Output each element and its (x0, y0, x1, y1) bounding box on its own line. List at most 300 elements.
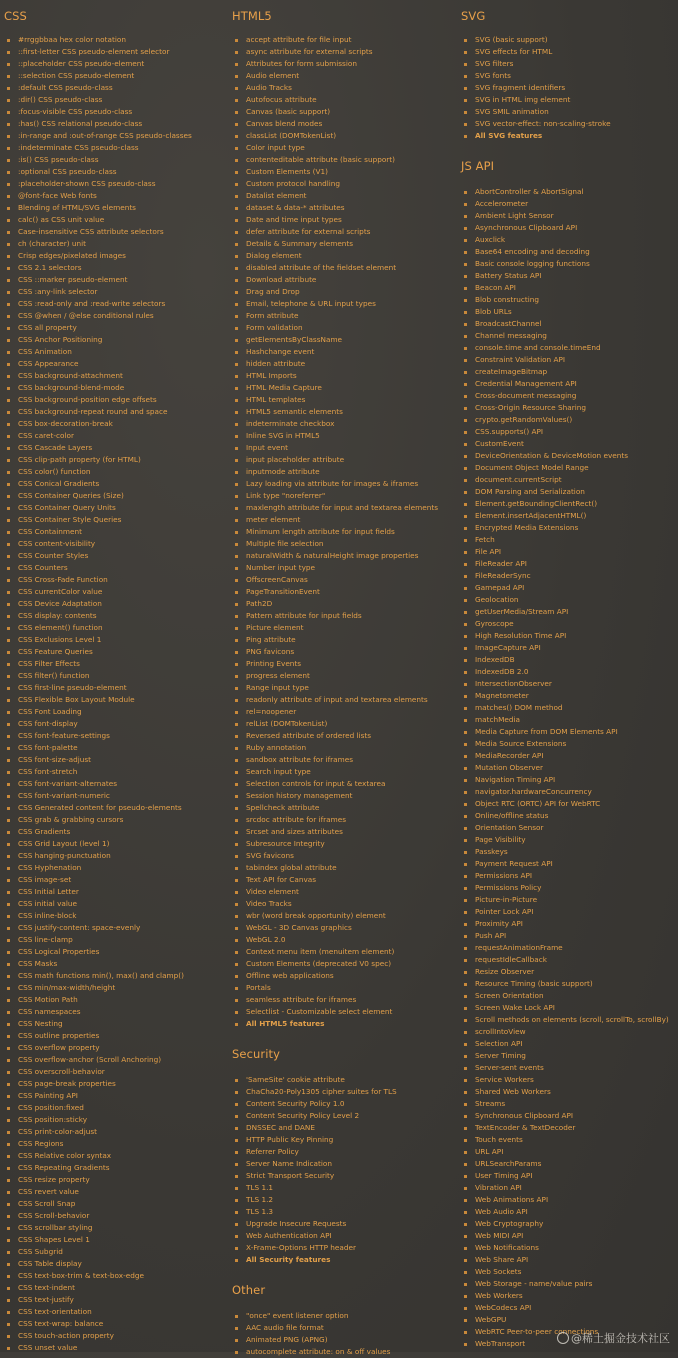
feature-link[interactable]: Resource Timing (basic support) (461, 978, 678, 990)
feature-link[interactable]: Details & Summary elements (232, 238, 456, 250)
feature-link[interactable]: CSS image-set (4, 874, 228, 886)
feature-link[interactable]: MediaRecorder API (461, 750, 678, 762)
feature-link[interactable]: CSS outline properties (4, 1030, 228, 1042)
feature-link[interactable]: IntersectionObserver (461, 678, 678, 690)
feature-link[interactable]: navigator.hardwareConcurrency (461, 786, 678, 798)
feature-link[interactable]: Server Name Indication (232, 1158, 456, 1170)
feature-link[interactable]: OffscreenCanvas (232, 574, 456, 586)
feature-link[interactable]: CSS Regions (4, 1138, 228, 1150)
feature-link[interactable]: File API (461, 546, 678, 558)
feature-link[interactable]: CSS Animation (4, 346, 228, 358)
feature-link[interactable]: CSS box-decoration-break (4, 418, 228, 430)
feature-link[interactable]: Picture element (232, 622, 456, 634)
feature-link[interactable]: Scroll methods on elements (scroll, scrollTo, scrollBy) (461, 1014, 678, 1026)
feature-link[interactable]: Synchronous Clipboard API (461, 1110, 678, 1122)
feature-link[interactable]: Media Source Extensions (461, 738, 678, 750)
feature-link[interactable]: CSS :read-only and :read-write selectors (4, 298, 228, 310)
feature-link[interactable]: Selection API (461, 1038, 678, 1050)
feature-link[interactable]: CSS Scroll-behavior (4, 1210, 228, 1222)
feature-link[interactable]: Dialog element (232, 250, 456, 262)
feature-link[interactable]: Gyroscope (461, 618, 678, 630)
feature-link[interactable]: Web Workers (461, 1290, 678, 1302)
feature-link[interactable]: Context menu item (menuitem element) (232, 946, 456, 958)
feature-link[interactable]: CSS Subgrid (4, 1246, 228, 1258)
feature-link[interactable]: SVG vector-effect: non-scaling-stroke (461, 118, 678, 130)
feature-link[interactable]: CSS unset value (4, 1342, 228, 1354)
feature-link[interactable]: :default CSS pseudo-class (4, 82, 228, 94)
feature-link[interactable]: WebGL - 3D Canvas graphics (232, 922, 456, 934)
feature-link[interactable]: indeterminate checkbox (232, 418, 456, 430)
feature-link[interactable]: WebRTC Peer-to-peer connections (461, 1326, 678, 1338)
feature-link[interactable]: URLSearchParams (461, 1158, 678, 1170)
feature-link[interactable]: Screen Orientation (461, 990, 678, 1002)
feature-link[interactable]: Auxclick (461, 234, 678, 246)
feature-link[interactable]: Web Notifications (461, 1242, 678, 1254)
feature-link[interactable]: Online/offline status (461, 810, 678, 822)
feature-link[interactable]: sandbox attribute for iframes (232, 754, 456, 766)
feature-link[interactable]: Constraint Validation API (461, 354, 678, 366)
feature-link[interactable]: :placeholder-shown CSS pseudo-class (4, 178, 228, 190)
feature-link[interactable]: ChaCha20-Poly1305 cipher suites for TLS (232, 1086, 456, 1098)
feature-link[interactable]: Animated PNG (APNG) (232, 1334, 456, 1346)
feature-link[interactable]: Date and time input types (232, 214, 456, 226)
feature-link[interactable]: CSS position:sticky (4, 1114, 228, 1126)
feature-link[interactable]: CSS Grid Layout (level 1) (4, 838, 228, 850)
feature-link[interactable]: CSS page-break properties (4, 1078, 228, 1090)
feature-link[interactable]: :has() CSS relational pseudo-class (4, 118, 228, 130)
feature-link[interactable]: ::first-letter CSS pseudo-element selector (4, 46, 228, 58)
feature-link[interactable]: WebTransport (461, 1338, 678, 1350)
feature-link[interactable]: DOM Parsing and Serialization (461, 486, 678, 498)
feature-link[interactable]: FileReaderSync (461, 570, 678, 582)
feature-link[interactable]: ch (character) unit (4, 238, 228, 250)
feature-link[interactable]: Base64 encoding and decoding (461, 246, 678, 258)
feature-link[interactable]: Web Audio API (461, 1206, 678, 1218)
feature-link[interactable]: CSS overflow-anchor (Scroll Anchoring) (4, 1054, 228, 1066)
feature-link[interactable]: CSS Device Adaptation (4, 598, 228, 610)
feature-link[interactable]: "once" event listener option (232, 1310, 456, 1322)
feature-link[interactable]: contenteditable attribute (basic support) (232, 154, 456, 166)
feature-link[interactable]: CSS ::marker pseudo-element (4, 274, 228, 286)
feature-link[interactable]: CSS :any-link selector (4, 286, 228, 298)
feature-link[interactable]: CSS background-position edge offsets (4, 394, 228, 406)
feature-link[interactable]: CSS revert value (4, 1186, 228, 1198)
feature-link[interactable]: :in-range and :out-of-range CSS pseudo-classes (4, 130, 228, 142)
feature-link[interactable]: input placeholder attribute (232, 454, 456, 466)
feature-link[interactable]: Custom protocol handling (232, 178, 456, 190)
feature-link[interactable]: CSS Counter Styles (4, 550, 228, 562)
feature-link[interactable]: DNSSEC and DANE (232, 1122, 456, 1134)
feature-link[interactable]: Mutation Observer (461, 762, 678, 774)
feature-link[interactable]: Accelerometer (461, 198, 678, 210)
feature-link[interactable]: rel=noopener (232, 706, 456, 718)
feature-link[interactable]: TLS 1.3 (232, 1206, 456, 1218)
feature-link[interactable]: Download attribute (232, 274, 456, 286)
feature-link[interactable]: CSS font-variant-numeric (4, 790, 228, 802)
feature-link[interactable]: Form attribute (232, 310, 456, 322)
feature-link[interactable]: createImageBitmap (461, 366, 678, 378)
feature-link[interactable]: CSS font-variant-alternates (4, 778, 228, 790)
feature-link[interactable]: URL API (461, 1146, 678, 1158)
feature-link[interactable]: Payment Request API (461, 858, 678, 870)
feature-link[interactable]: HTML5 semantic elements (232, 406, 456, 418)
feature-link[interactable]: CSS first-line pseudo-element (4, 682, 228, 694)
feature-link[interactable]: CSS grab & grabbing cursors (4, 814, 228, 826)
feature-link[interactable]: Srcset and sizes attributes (232, 826, 456, 838)
feature-link[interactable]: CSS namespaces (4, 1006, 228, 1018)
feature-link[interactable]: Cross-document messaging (461, 390, 678, 402)
feature-link[interactable]: maxlength attribute for input and textarea elements (232, 502, 456, 514)
feature-link[interactable]: CSS background-attachment (4, 370, 228, 382)
feature-link[interactable]: meter element (232, 514, 456, 526)
feature-link[interactable]: HTML Media Capture (232, 382, 456, 394)
feature-link[interactable]: Screen Wake Lock API (461, 1002, 678, 1014)
feature-link[interactable]: CSS color() function (4, 466, 228, 478)
feature-link[interactable]: PNG favicons (232, 646, 456, 658)
feature-link[interactable]: Geolocation (461, 594, 678, 606)
feature-link[interactable]: CSS Masks (4, 958, 228, 970)
feature-link[interactable]: Vibration API (461, 1182, 678, 1194)
feature-link[interactable]: CSS justify-content: space-evenly (4, 922, 228, 934)
feature-link[interactable]: ::placeholder CSS pseudo-element (4, 58, 228, 70)
feature-link[interactable]: Picture-in-Picture (461, 894, 678, 906)
feature-link[interactable]: Asynchronous Clipboard API (461, 222, 678, 234)
feature-link[interactable]: AAC audio file format (232, 1322, 456, 1334)
feature-link[interactable]: Element.insertAdjacentHTML() (461, 510, 678, 522)
feature-link[interactable]: CSS font-stretch (4, 766, 228, 778)
feature-link[interactable]: Magnetometer (461, 690, 678, 702)
feature-link[interactable]: document.currentScript (461, 474, 678, 486)
feature-link[interactable]: SVG (basic support) (461, 34, 678, 46)
feature-link[interactable]: Shared Web Workers (461, 1086, 678, 1098)
feature-link[interactable]: Attributes for form submission (232, 58, 456, 70)
feature-link[interactable]: CSS font-display (4, 718, 228, 730)
feature-link[interactable]: Battery Status API (461, 270, 678, 282)
feature-link[interactable]: WebCodecs API (461, 1302, 678, 1314)
feature-link[interactable]: CSS text-justify (4, 1294, 228, 1306)
feature-link[interactable]: CSS currentColor value (4, 586, 228, 598)
feature-link[interactable]: Service Workers (461, 1074, 678, 1086)
feature-link[interactable]: getElementsByClassName (232, 334, 456, 346)
feature-link[interactable]: CSS Container Queries (Size) (4, 490, 228, 502)
feature-link[interactable]: crypto.getRandomValues() (461, 414, 678, 426)
feature-link[interactable]: calc() as CSS unit value (4, 214, 228, 226)
feature-link[interactable]: All Security features (232, 1254, 456, 1266)
feature-link[interactable]: hidden attribute (232, 358, 456, 370)
feature-link[interactable]: Page Visibility (461, 834, 678, 846)
feature-link[interactable]: SVG in HTML img element (461, 94, 678, 106)
feature-link[interactable]: CSS text-wrap: balance (4, 1318, 228, 1330)
feature-link[interactable]: CSS filter() function (4, 670, 228, 682)
feature-link[interactable]: CSS text-orientation (4, 1306, 228, 1318)
feature-link[interactable]: autocomplete attribute: on & off values (232, 1346, 456, 1358)
feature-link[interactable]: SVG filters (461, 58, 678, 70)
feature-link[interactable]: @font-face Web fonts (4, 190, 228, 202)
feature-link[interactable]: CSS Relative color syntax (4, 1150, 228, 1162)
feature-link[interactable]: Ping attribute (232, 634, 456, 646)
feature-link[interactable]: PageTransitionEvent (232, 586, 456, 598)
feature-link[interactable]: CSS font-feature-settings (4, 730, 228, 742)
feature-link[interactable]: CSS Scroll Snap (4, 1198, 228, 1210)
feature-link[interactable]: Streams (461, 1098, 678, 1110)
feature-link[interactable]: CSS Generated content for pseudo-elements (4, 802, 228, 814)
feature-link[interactable]: Web Share API (461, 1254, 678, 1266)
feature-link[interactable]: CSS Anchor Positioning (4, 334, 228, 346)
feature-link[interactable]: User Timing API (461, 1170, 678, 1182)
feature-link[interactable]: SVG SMIL animation (461, 106, 678, 118)
feature-link[interactable]: CSS Exclusions Level 1 (4, 634, 228, 646)
feature-link[interactable]: CSS Repeating Gradients (4, 1162, 228, 1174)
feature-link[interactable]: SVG fonts (461, 70, 678, 82)
feature-link[interactable]: Subresource Integrity (232, 838, 456, 850)
feature-link[interactable]: CSS Logical Properties (4, 946, 228, 958)
feature-link[interactable]: CSS Cascade Layers (4, 442, 228, 454)
feature-link[interactable]: Spellcheck attribute (232, 802, 456, 814)
feature-link[interactable]: CSS text-box-trim & text-box-edge (4, 1270, 228, 1282)
feature-link[interactable]: Orientation Sensor (461, 822, 678, 834)
feature-link[interactable]: 'SameSite' cookie attribute (232, 1074, 456, 1086)
feature-link[interactable]: CSS all property (4, 322, 228, 334)
feature-link[interactable]: CSS Painting API (4, 1090, 228, 1102)
feature-link[interactable]: CSS background-repeat round and space (4, 406, 228, 418)
feature-link[interactable]: Audio element (232, 70, 456, 82)
feature-link[interactable]: srcdoc attribute for iframes (232, 814, 456, 826)
feature-link[interactable]: CSS Gradients (4, 826, 228, 838)
feature-link[interactable]: Range input type (232, 682, 456, 694)
feature-link[interactable]: CSS.supports() API (461, 426, 678, 438)
feature-link[interactable]: Video Tracks (232, 898, 456, 910)
feature-link[interactable]: Multiple file selection (232, 538, 456, 550)
feature-link[interactable]: Web MIDI API (461, 1230, 678, 1242)
feature-link[interactable]: Email, telephone & URL input types (232, 298, 456, 310)
feature-link[interactable]: Blending of HTML/SVG elements (4, 202, 228, 214)
feature-link[interactable]: Blob URLs (461, 306, 678, 318)
feature-link[interactable]: Object RTC (ORTC) API for WebRTC (461, 798, 678, 810)
feature-link[interactable]: Offline web applications (232, 970, 456, 982)
feature-link[interactable]: Content Security Policy 1.0 (232, 1098, 456, 1110)
feature-link[interactable]: getUserMedia/Stream API (461, 606, 678, 618)
feature-link[interactable]: Lazy loading via attribute for images & iframes (232, 478, 456, 490)
feature-link[interactable]: Inline SVG in HTML5 (232, 430, 456, 442)
feature-link[interactable]: Search input type (232, 766, 456, 778)
feature-link[interactable]: IndexedDB 2.0 (461, 666, 678, 678)
feature-link[interactable]: Web Cryptography (461, 1218, 678, 1230)
feature-link[interactable]: CustomEvent (461, 438, 678, 450)
feature-link[interactable]: tabindex global attribute (232, 862, 456, 874)
feature-link[interactable]: CSS Feature Queries (4, 646, 228, 658)
feature-link[interactable]: Custom Elements (V1) (232, 166, 456, 178)
feature-link[interactable]: Permissions Policy (461, 882, 678, 894)
feature-link[interactable]: Web Authentication API (232, 1230, 456, 1242)
feature-link[interactable]: CSS element() function (4, 622, 228, 634)
feature-link[interactable]: High Resolution Time API (461, 630, 678, 642)
feature-link[interactable]: CSS Container Query Units (4, 502, 228, 514)
feature-link[interactable]: Minimum length attribute for input fields (232, 526, 456, 538)
feature-link[interactable]: CSS hanging-punctuation (4, 850, 228, 862)
feature-link[interactable]: CSS Table display (4, 1258, 228, 1270)
feature-link[interactable]: Blob constructing (461, 294, 678, 306)
feature-link[interactable]: naturalWidth & naturalHeight image properties (232, 550, 456, 562)
feature-link[interactable]: CSS caret-color (4, 430, 228, 442)
feature-link[interactable]: Server Timing (461, 1050, 678, 1062)
feature-link[interactable]: CSS overscroll-behavior (4, 1066, 228, 1078)
feature-link[interactable]: #rrggbbaa hex color notation (4, 34, 228, 46)
feature-link[interactable]: CSS font-size-adjust (4, 754, 228, 766)
feature-link[interactable]: Gamepad API (461, 582, 678, 594)
feature-link[interactable]: :is() CSS pseudo-class (4, 154, 228, 166)
feature-link[interactable]: CSS print-color-adjust (4, 1126, 228, 1138)
feature-link[interactable]: FileReader API (461, 558, 678, 570)
feature-link[interactable]: classList (DOMTokenList) (232, 130, 456, 142)
feature-link[interactable]: matchMedia (461, 714, 678, 726)
feature-link[interactable]: CSS Cross-Fade Function (4, 574, 228, 586)
feature-link[interactable]: Session history management (232, 790, 456, 802)
feature-link[interactable]: relList (DOMTokenList) (232, 718, 456, 730)
feature-link[interactable]: CSS inline-block (4, 910, 228, 922)
feature-link[interactable]: Color input type (232, 142, 456, 154)
feature-link[interactable]: CSS position:fixed (4, 1102, 228, 1114)
feature-link[interactable]: Element.getBoundingClientRect() (461, 498, 678, 510)
feature-link[interactable]: Datalist element (232, 190, 456, 202)
feature-link[interactable]: Drag and Drop (232, 286, 456, 298)
feature-link[interactable]: Passkeys (461, 846, 678, 858)
feature-link[interactable]: HTTP Public Key Pinning (232, 1134, 456, 1146)
feature-link[interactable]: Encrypted Media Extensions (461, 522, 678, 534)
feature-link[interactable]: HTML Imports (232, 370, 456, 382)
feature-link[interactable]: CSS Initial Letter (4, 886, 228, 898)
feature-link[interactable]: CSS background-blend-mode (4, 382, 228, 394)
feature-link[interactable]: inputmode attribute (232, 466, 456, 478)
feature-link[interactable]: CSS Conical Gradients (4, 478, 228, 490)
feature-link[interactable]: dataset & data-* attributes (232, 202, 456, 214)
feature-link[interactable]: Navigation Timing API (461, 774, 678, 786)
feature-link[interactable]: CSS Appearance (4, 358, 228, 370)
feature-link[interactable]: SVG fragment identifiers (461, 82, 678, 94)
feature-link[interactable]: Path2D (232, 598, 456, 610)
feature-link[interactable]: Canvas blend modes (232, 118, 456, 130)
feature-link[interactable]: Audio Tracks (232, 82, 456, 94)
feature-link[interactable]: Case-insensitive CSS attribute selectors (4, 226, 228, 238)
feature-link[interactable]: HTML templates (232, 394, 456, 406)
feature-link[interactable]: ::selection CSS pseudo-element (4, 70, 228, 82)
feature-link[interactable]: progress element (232, 670, 456, 682)
feature-link[interactable]: X-Frame-Options HTTP header (232, 1242, 456, 1254)
feature-link[interactable]: CSS Nesting (4, 1018, 228, 1030)
feature-link[interactable]: Video element (232, 886, 456, 898)
feature-link[interactable]: Canvas (basic support) (232, 106, 456, 118)
feature-link[interactable]: defer attribute for external scripts (232, 226, 456, 238)
feature-link[interactable]: CSS Motion Path (4, 994, 228, 1006)
feature-link[interactable]: Web Animations API (461, 1194, 678, 1206)
feature-link[interactable]: CSS font-palette (4, 742, 228, 754)
feature-link[interactable]: CSS scrollbar styling (4, 1222, 228, 1234)
feature-link[interactable]: accept attribute for file input (232, 34, 456, 46)
feature-link[interactable]: Credential Management API (461, 378, 678, 390)
feature-link[interactable]: requestIdleCallback (461, 954, 678, 966)
feature-link[interactable]: Ambient Light Sensor (461, 210, 678, 222)
feature-link[interactable]: Selection controls for input & textarea (232, 778, 456, 790)
feature-link[interactable]: CSS 2.1 selectors (4, 262, 228, 274)
feature-link[interactable]: Strict Transport Security (232, 1170, 456, 1182)
feature-link[interactable]: Resize Observer (461, 966, 678, 978)
feature-link[interactable]: Push API (461, 930, 678, 942)
feature-link[interactable]: CSS display: contents (4, 610, 228, 622)
feature-link[interactable]: WebGL 2.0 (232, 934, 456, 946)
feature-link[interactable]: Form validation (232, 322, 456, 334)
feature-link[interactable]: CSS content-visibility (4, 538, 228, 550)
feature-link[interactable]: Beacon API (461, 282, 678, 294)
feature-link[interactable]: CSS min/max-width/height (4, 982, 228, 994)
feature-link[interactable]: CSS line-clamp (4, 934, 228, 946)
feature-link[interactable]: CSS text-indent (4, 1282, 228, 1294)
feature-link[interactable]: SVG effects for HTML (461, 46, 678, 58)
feature-link[interactable]: Ruby annotation (232, 742, 456, 754)
feature-link[interactable]: TLS 1.1 (232, 1182, 456, 1194)
feature-link[interactable]: CSS Flexible Box Layout Module (4, 694, 228, 706)
feature-link[interactable]: matches() DOM method (461, 702, 678, 714)
feature-link[interactable]: Permissions API (461, 870, 678, 882)
feature-link[interactable]: IndexedDB (461, 654, 678, 666)
feature-link[interactable]: Cross-Origin Resource Sharing (461, 402, 678, 414)
feature-link[interactable]: Server-sent events (461, 1062, 678, 1074)
feature-link[interactable]: Basic console logging functions (461, 258, 678, 270)
feature-link[interactable]: Content Security Policy Level 2 (232, 1110, 456, 1122)
feature-link[interactable]: :dir() CSS pseudo-class (4, 94, 228, 106)
feature-link[interactable]: scrollIntoView (461, 1026, 678, 1038)
feature-link[interactable]: Proximity API (461, 918, 678, 930)
feature-link[interactable]: disabled attribute of the fieldset element (232, 262, 456, 274)
feature-link[interactable]: CSS Filter Effects (4, 658, 228, 670)
feature-link[interactable]: WebGPU (461, 1314, 678, 1326)
feature-link[interactable]: CSS clip-path property (for HTML) (4, 454, 228, 466)
feature-link[interactable]: wbr (word break opportunity) element (232, 910, 456, 922)
feature-link[interactable]: :indeterminate CSS pseudo-class (4, 142, 228, 154)
feature-link[interactable]: :optional CSS pseudo-class (4, 166, 228, 178)
feature-link[interactable]: Channel messaging (461, 330, 678, 342)
feature-link[interactable]: Autofocus attribute (232, 94, 456, 106)
feature-link[interactable]: Media Capture from DOM Elements API (461, 726, 678, 738)
feature-link[interactable]: seamless attribute for iframes (232, 994, 456, 1006)
feature-link[interactable]: Custom Elements (deprecated V0 spec) (232, 958, 456, 970)
feature-link[interactable]: Input event (232, 442, 456, 454)
feature-link[interactable]: Web Sockets (461, 1266, 678, 1278)
feature-link[interactable]: Pattern attribute for input fields (232, 610, 456, 622)
feature-link[interactable]: CSS initial value (4, 898, 228, 910)
feature-link[interactable]: AbortController & AbortSignal (461, 186, 678, 198)
feature-link[interactable]: CSS math functions min(), max() and clamp() (4, 970, 228, 982)
feature-link[interactable]: Link type "noreferrer" (232, 490, 456, 502)
feature-link[interactable]: SVG favicons (232, 850, 456, 862)
feature-link[interactable]: Selectlist - Customizable select element (232, 1006, 456, 1018)
feature-link[interactable]: All SVG features (461, 130, 678, 142)
feature-link[interactable]: Web Storage - name/value pairs (461, 1278, 678, 1290)
feature-link[interactable]: Reversed attribute of ordered lists (232, 730, 456, 742)
feature-link[interactable]: CSS Containment (4, 526, 228, 538)
feature-link[interactable]: Hashchange event (232, 346, 456, 358)
feature-link[interactable]: Referrer Policy (232, 1146, 456, 1158)
feature-link[interactable]: All HTML5 features (232, 1018, 456, 1030)
feature-link[interactable]: DeviceOrientation & DeviceMotion events (461, 450, 678, 462)
feature-link[interactable]: console.time and console.timeEnd (461, 342, 678, 354)
feature-link[interactable]: async attribute for external scripts (232, 46, 456, 58)
feature-link[interactable]: CSS Hyphenation (4, 862, 228, 874)
feature-link[interactable]: TLS 1.2 (232, 1194, 456, 1206)
feature-link[interactable]: Upgrade Insecure Requests (232, 1218, 456, 1230)
feature-link[interactable]: TextEncoder & TextDecoder (461, 1122, 678, 1134)
feature-link[interactable]: Fetch (461, 534, 678, 546)
feature-link[interactable]: CSS resize property (4, 1174, 228, 1186)
feature-link[interactable]: Document Object Model Range (461, 462, 678, 474)
